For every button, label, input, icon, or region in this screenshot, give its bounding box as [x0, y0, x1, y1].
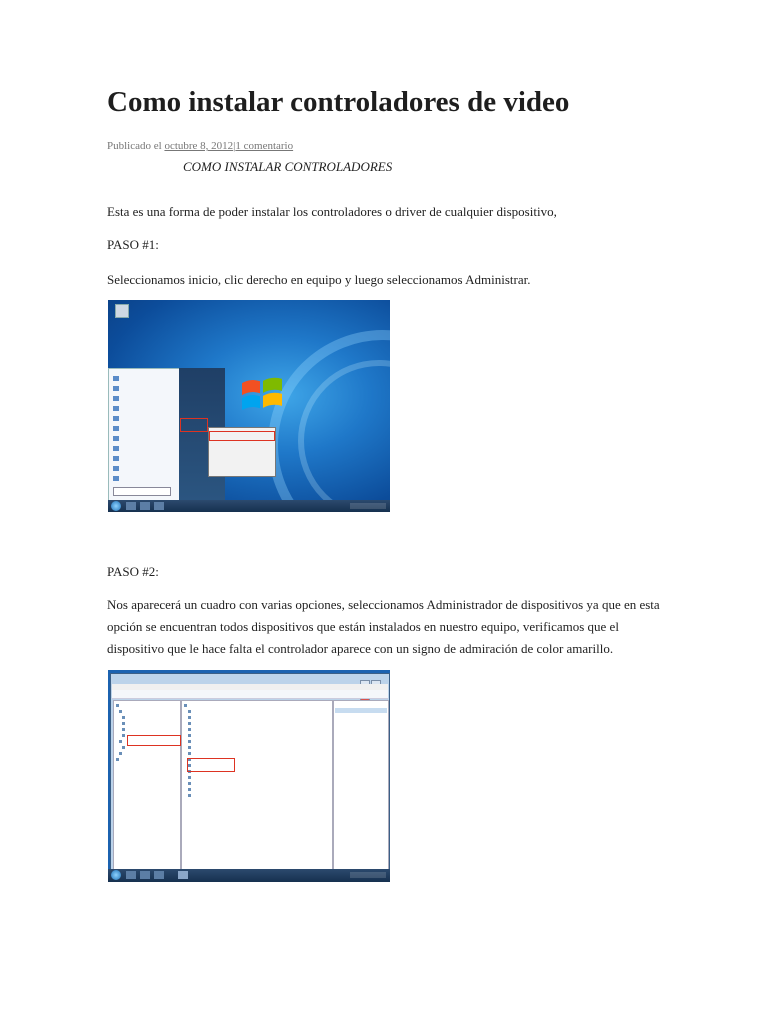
- start-menu-programs: [108, 368, 180, 502]
- recycle-bin-icon: [115, 304, 129, 318]
- system-tray: [350, 872, 386, 878]
- step-1-text: Seleccionamos inicio, clic derecho en equipo y luego seleccionamos Administrar.: [107, 272, 531, 287]
- system-tray: [350, 503, 386, 509]
- step-1-heading: PASO #1:: [107, 237, 159, 252]
- media-player-icon: [154, 502, 164, 510]
- step-2-text: Nos aparecerá un cuadro con varias opciones, seleccionamos Administrador de dispositivos ya que en esta opción se encuentran todos dispositivos que están instalados en nuestro equipo, verificamos que el dispositivo que le hace falta el controlador aparece con un signo de admiración de color amarillo.: [107, 597, 660, 656]
- folder-icon: [140, 502, 150, 510]
- post-date-link[interactable]: octubre 8, 2012: [164, 140, 234, 152]
- folder-icon: [140, 871, 150, 879]
- published-label: Publicado el: [107, 140, 165, 152]
- computer-management-task: [178, 871, 188, 879]
- actions-pane: [333, 700, 389, 870]
- step-1-screenshot: [108, 300, 390, 512]
- step-2-screenshot: [108, 670, 390, 882]
- other-devices-highlight: [187, 758, 235, 772]
- post-meta: [107, 140, 293, 152]
- ie-icon: [126, 502, 136, 510]
- windows-logo-icon: [240, 373, 284, 418]
- navigation-tree: [113, 700, 181, 870]
- taskbar: [108, 500, 390, 512]
- computer-management-window: [110, 673, 390, 870]
- meta-separator: |: [233, 140, 236, 152]
- article-title: Como instalar controladores de video: [107, 86, 570, 118]
- device-list: [181, 700, 333, 870]
- equipo-highlight: [180, 418, 208, 432]
- device-manager-highlight: [127, 735, 181, 746]
- start-orb-icon: [111, 501, 121, 511]
- start-orb-icon: [111, 870, 121, 880]
- taskbar: [108, 869, 390, 882]
- ie-icon: [126, 871, 136, 879]
- media-player-icon: [154, 871, 164, 879]
- article-subtitle: COMO INSTALAR CONTROLADORES: [183, 159, 393, 174]
- start-search-box: [113, 487, 171, 496]
- step-2-heading: PASO #2:: [107, 564, 159, 579]
- comments-link[interactable]: 1 comentario: [235, 140, 294, 152]
- intro-paragraph: Esta es una forma de poder instalar los controladores o driver de cualquier dispositivo,: [107, 204, 557, 219]
- toolbar: [112, 690, 388, 699]
- administrar-highlight: [209, 431, 275, 441]
